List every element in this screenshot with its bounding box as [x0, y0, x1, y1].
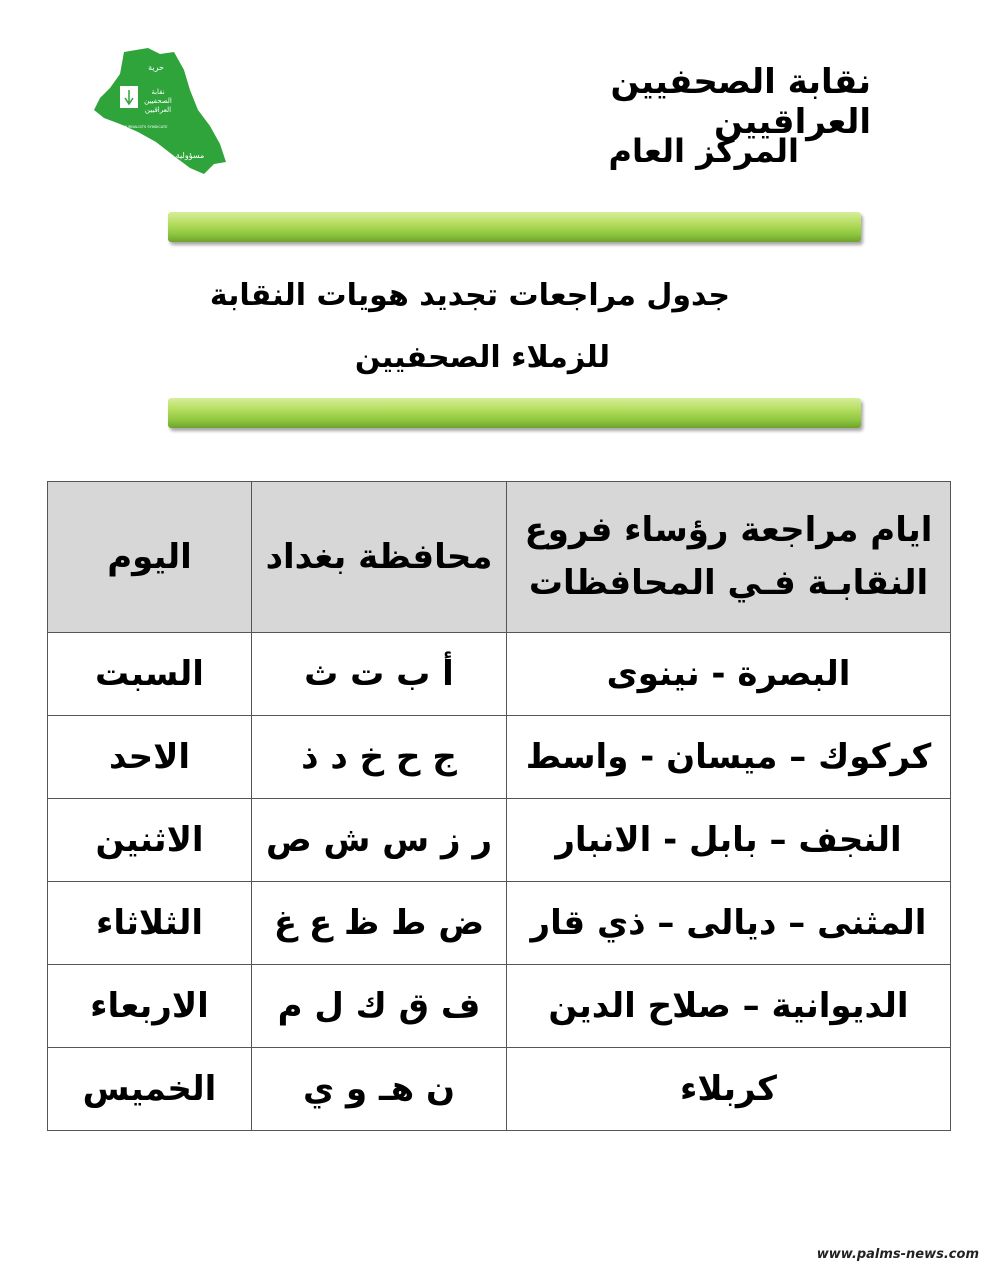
table-row [48, 882, 951, 965]
logo-word-bottom: مسؤولية [175, 151, 205, 160]
green-divider-top [168, 212, 861, 242]
cell-day: الثلاثاء [48, 882, 252, 965]
cell-governorates: البصرة - نينوى [507, 633, 951, 716]
cell-governorates: النجف – بابل - الانبار [507, 799, 951, 882]
header-governorates: ايام مراجعة رؤساء فروع النقابـة فـي المحافظات [507, 482, 951, 633]
site-watermark: www.palms-news.com [816, 1247, 979, 1262]
logo-line-1: نقابة [151, 88, 165, 96]
logo-english: IRAQ JOURNALISTS SYNDICATE [112, 125, 168, 129]
schedule-table [47, 481, 951, 1131]
header-baghdad: محافظة بغداد [252, 482, 507, 633]
table-row [48, 799, 951, 882]
logo-line-2: الصحفيين [144, 97, 172, 105]
cell-governorates: كربلاء [507, 1048, 951, 1131]
table-row [48, 965, 951, 1048]
logo-line-3: العراقيين [144, 106, 172, 114]
cell-day: الاربعاء [48, 965, 252, 1048]
cell-baghdad: أ ب ت ث [252, 633, 507, 716]
green-divider-bottom [168, 398, 861, 428]
cell-day: الاحد [48, 716, 252, 799]
cell-baghdad: ن هـ و ي [252, 1048, 507, 1131]
cell-governorates: المثنى – ديالى – ذي قار [507, 882, 951, 965]
cell-day: الخميس [48, 1048, 252, 1131]
cell-baghdad: ر ز س ش ص [252, 799, 507, 882]
cell-baghdad: ج ح خ د ذ [252, 716, 507, 799]
table-row [48, 1048, 951, 1131]
document-title: جدول مراجعات تجديد هويات النقابة [209, 278, 730, 313]
table-row [48, 633, 951, 716]
organization-subtitle: المركز العام [608, 132, 799, 170]
table-header-row [48, 482, 951, 633]
logo-word-top: حرية [148, 63, 164, 72]
cell-governorates: كركوك – ميسان - واسط [507, 716, 951, 799]
cell-baghdad: ف ق ك ل م [252, 965, 507, 1048]
table-row [48, 716, 951, 799]
cell-baghdad: ض ط ظ ع غ [252, 882, 507, 965]
cell-day: السبت [48, 633, 252, 716]
cell-day: الاثنين [48, 799, 252, 882]
syndicate-logo [86, 40, 236, 190]
cell-governorates: الديوانية – صلاح الدين [507, 965, 951, 1048]
header-day: اليوم [48, 482, 252, 633]
organization-name: نقابة الصحفيين العراقيين [610, 62, 871, 142]
document-subtitle: للزملاء الصحفيين [354, 340, 610, 375]
